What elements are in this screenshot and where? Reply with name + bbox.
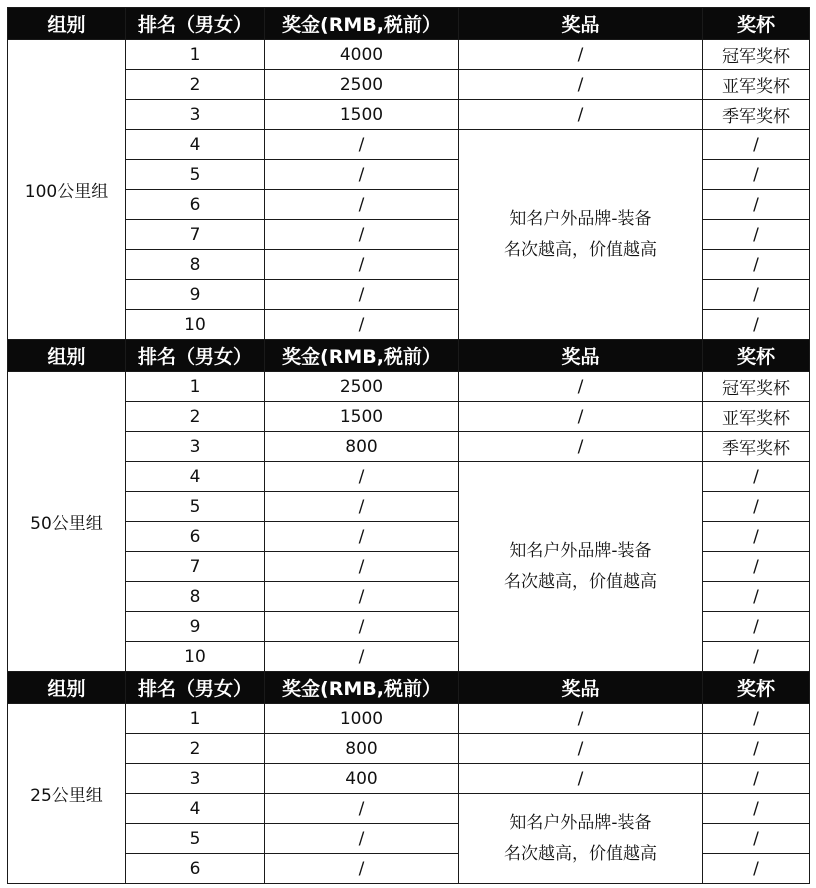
rank-cell: 7 (126, 552, 265, 582)
header-rank: 排名（男女） (126, 8, 265, 40)
trophy-cell: 冠军奖杯 (703, 40, 810, 70)
bonus-cell: / (265, 190, 459, 220)
header-bonus: 奖金(RMB,税前） (265, 340, 459, 372)
rank-cell: 3 (126, 432, 265, 462)
rank-cell: 7 (126, 220, 265, 250)
award-note (459, 794, 703, 884)
rank-cell: 4 (126, 130, 265, 160)
rank-cell: 1 (126, 704, 265, 734)
trophy-cell: / (703, 160, 810, 190)
rank-cell: 8 (126, 250, 265, 280)
trophy-cell: / (703, 824, 810, 854)
rank-cell: 1 (126, 372, 265, 402)
header-trophy: 奖杯 (703, 8, 810, 40)
bonus-cell: / (265, 220, 459, 250)
prize-cell: / (459, 402, 703, 432)
trophy-cell: / (703, 764, 810, 794)
table-row (8, 70, 810, 100)
rank-cell: 3 (126, 764, 265, 794)
group-label: 25公里组 (8, 704, 126, 884)
prize-table (7, 7, 810, 884)
trophy-cell: / (703, 854, 810, 884)
rank-cell: 9 (126, 280, 265, 310)
bonus-cell: / (265, 280, 459, 310)
prize-cell: / (459, 100, 703, 130)
trophy-cell: / (703, 734, 810, 764)
header-bonus: 奖金(RMB,税前） (265, 672, 459, 704)
prize-cell: / (459, 40, 703, 70)
header-prize: 奖品 (459, 672, 703, 704)
trophy-cell: / (703, 642, 810, 672)
trophy-cell: / (703, 310, 810, 340)
rank-cell: 6 (126, 522, 265, 552)
rank-cell: 5 (126, 824, 265, 854)
bonus-cell: / (265, 552, 459, 582)
prize-cell: / (459, 764, 703, 794)
award-note (459, 462, 703, 672)
prize-cell: / (459, 704, 703, 734)
table-row (8, 704, 810, 734)
prize-cell: / (459, 734, 703, 764)
trophy-cell: / (703, 220, 810, 250)
trophy-cell: 冠军奖杯 (703, 372, 810, 402)
table-row (8, 372, 810, 402)
bonus-cell: 1500 (265, 100, 459, 130)
trophy-cell: / (703, 552, 810, 582)
award-note (459, 130, 703, 340)
prize-cell: / (459, 432, 703, 462)
rank-cell: 6 (126, 854, 265, 884)
bonus-cell: / (265, 492, 459, 522)
bonus-cell: / (265, 582, 459, 612)
bonus-cell: / (265, 130, 459, 160)
table-row (8, 462, 810, 492)
award-note-line: 名次越高，价值越高 (504, 571, 657, 592)
header-group: 组别 (8, 8, 126, 40)
bonus-cell: 1000 (265, 704, 459, 734)
rank-cell: 4 (126, 462, 265, 492)
trophy-cell: / (703, 612, 810, 642)
group-label: 100公里组 (8, 40, 126, 340)
bonus-cell: / (265, 642, 459, 672)
award-note-line: 知名户外品牌-装备 (509, 540, 652, 561)
trophy-cell: / (703, 704, 810, 734)
header-bonus: 奖金(RMB,税前） (265, 8, 459, 40)
table-row (8, 734, 810, 764)
bonus-cell: / (265, 160, 459, 190)
table-row (8, 100, 810, 130)
bonus-cell: 800 (265, 432, 459, 462)
bonus-cell: 400 (265, 764, 459, 794)
trophy-cell: / (703, 250, 810, 280)
bonus-cell: 2500 (265, 372, 459, 402)
award-note-line: 知名户外品牌-装备 (509, 812, 652, 833)
bonus-cell: 4000 (265, 40, 459, 70)
bonus-cell: / (265, 824, 459, 854)
table-row (8, 40, 810, 70)
prize-cell: / (459, 372, 703, 402)
award-note-line: 知名户外品牌-装备 (509, 208, 652, 229)
header-rank: 排名（男女） (126, 672, 265, 704)
bonus-cell: 800 (265, 734, 459, 764)
rank-cell: 10 (126, 642, 265, 672)
rank-cell: 8 (126, 582, 265, 612)
trophy-cell: / (703, 130, 810, 160)
bonus-cell: 1500 (265, 402, 459, 432)
header-prize: 奖品 (459, 8, 703, 40)
header-row (8, 340, 810, 372)
award-note-line: 名次越高，价值越高 (504, 843, 657, 864)
prize-cell: / (459, 70, 703, 100)
rank-cell: 2 (126, 734, 265, 764)
header-trophy: 奖杯 (703, 340, 810, 372)
rank-cell: 2 (126, 402, 265, 432)
trophy-cell: / (703, 280, 810, 310)
bonus-cell: / (265, 794, 459, 824)
bonus-cell: / (265, 612, 459, 642)
rank-cell: 9 (126, 612, 265, 642)
trophy-cell: / (703, 190, 810, 220)
bonus-cell: / (265, 854, 459, 884)
table-row (8, 432, 810, 462)
award-note-line: 名次越高，价值越高 (504, 239, 657, 260)
rank-cell: 10 (126, 310, 265, 340)
header-row (8, 8, 810, 40)
bonus-cell: / (265, 522, 459, 552)
rank-cell: 5 (126, 160, 265, 190)
header-group: 组别 (8, 340, 126, 372)
rank-cell: 6 (126, 190, 265, 220)
rank-cell: 1 (126, 40, 265, 70)
header-group: 组别 (8, 672, 126, 704)
trophy-cell: 亚军奖杯 (703, 402, 810, 432)
bonus-cell: 2500 (265, 70, 459, 100)
trophy-cell: / (703, 582, 810, 612)
header-prize: 奖品 (459, 340, 703, 372)
rank-cell: 5 (126, 492, 265, 522)
header-row (8, 672, 810, 704)
trophy-cell: 亚军奖杯 (703, 70, 810, 100)
table-row (8, 402, 810, 432)
group-label: 50公里组 (8, 372, 126, 672)
header-trophy: 奖杯 (703, 672, 810, 704)
header-rank: 排名（男女） (126, 340, 265, 372)
trophy-cell: / (703, 794, 810, 824)
bonus-cell: / (265, 462, 459, 492)
bonus-cell: / (265, 310, 459, 340)
table-row (8, 794, 810, 824)
trophy-cell: 季军奖杯 (703, 100, 810, 130)
trophy-cell: / (703, 522, 810, 552)
rank-cell: 4 (126, 794, 265, 824)
rank-cell: 3 (126, 100, 265, 130)
bonus-cell: / (265, 250, 459, 280)
trophy-cell: 季军奖杯 (703, 432, 810, 462)
rank-cell: 2 (126, 70, 265, 100)
trophy-cell: / (703, 492, 810, 522)
trophy-cell: / (703, 462, 810, 492)
table-row (8, 764, 810, 794)
table-row (8, 130, 810, 160)
